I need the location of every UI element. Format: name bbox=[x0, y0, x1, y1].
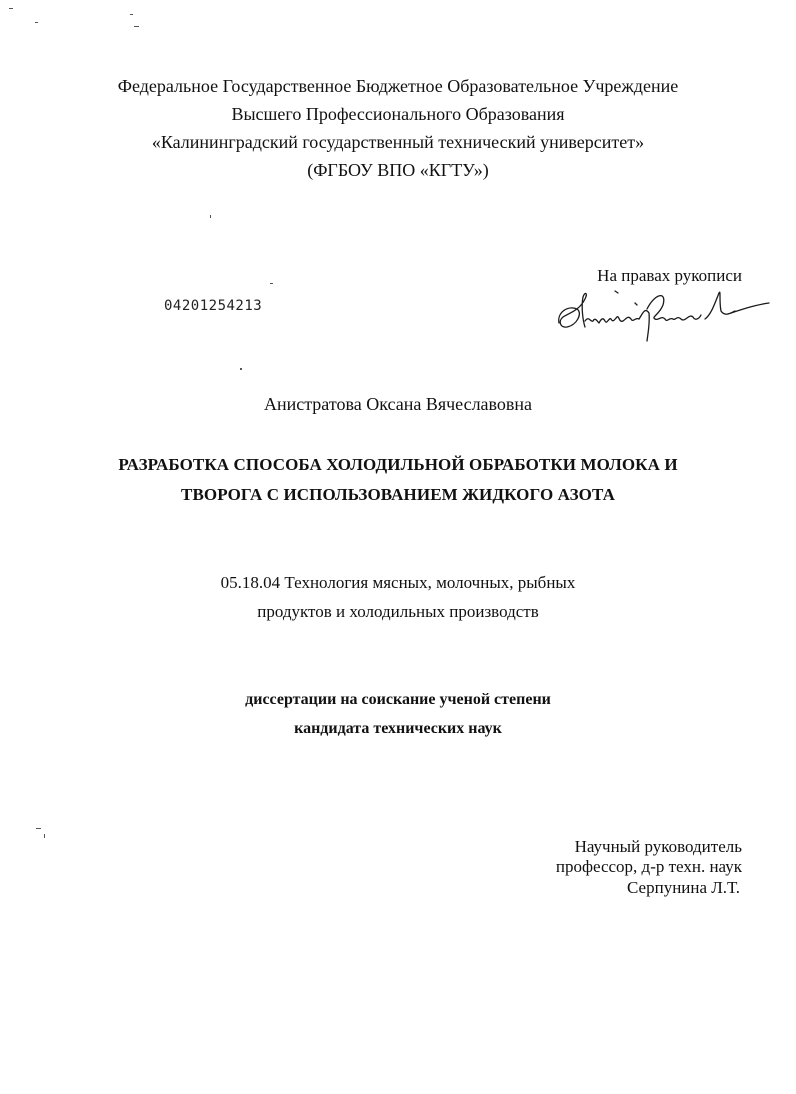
dissertation-title-line-2: ТВОРОГА С ИСПОЛЬЗОВАНИЕМ ЖИДКОГО АЗОТА bbox=[181, 485, 615, 504]
author-signature bbox=[555, 283, 775, 348]
institution-line-3: «Калининградский государственный технический университет» bbox=[151, 132, 645, 152]
institution-abbreviation: (ФГБОУ ВПО «КГТУ») bbox=[307, 160, 489, 180]
supervisor-role: Научный руководитель bbox=[574, 837, 742, 856]
dissertation-title-line-1: РАЗРАБОТКА СПОСОБА ХОЛОДИЛЬНОЙ ОБРАБОТКИ МОЛОКА И bbox=[118, 455, 678, 474]
degree-line-1: диссертации на соискание ученой степени bbox=[245, 691, 551, 708]
scan-speck bbox=[210, 215, 211, 218]
scan-speck bbox=[35, 22, 38, 23]
manuscript-rights-note: На правах рукописи bbox=[597, 266, 742, 285]
author-name: Анистратова Оксана Вячеславовна bbox=[263, 394, 533, 414]
scan-speck bbox=[44, 834, 45, 838]
scan-speck bbox=[240, 368, 242, 370]
document-code: 04201254213 bbox=[164, 298, 263, 314]
supervisor-name: Серпунина Л.Т. bbox=[627, 878, 740, 897]
degree-line-2: кандидата технических наук bbox=[294, 720, 502, 737]
specialty-line-2: продуктов и холодильных производств bbox=[257, 602, 539, 621]
scan-speck bbox=[36, 828, 41, 829]
institution-line-1: Федеральное Государственное Бюджетное Образовательное Учреждение bbox=[117, 76, 679, 96]
scan-speck bbox=[130, 14, 133, 15]
supervisor-degree: профессор, д-р техн. наук bbox=[555, 857, 742, 876]
scan-speck bbox=[134, 26, 139, 27]
specialty-line-1: 05.18.04 Технология мясных, молочных, рыбных bbox=[220, 573, 576, 592]
institution-line-2: Высшего Профессионального Образования bbox=[231, 104, 565, 124]
scan-speck bbox=[9, 8, 13, 9]
scan-speck bbox=[270, 283, 273, 284]
